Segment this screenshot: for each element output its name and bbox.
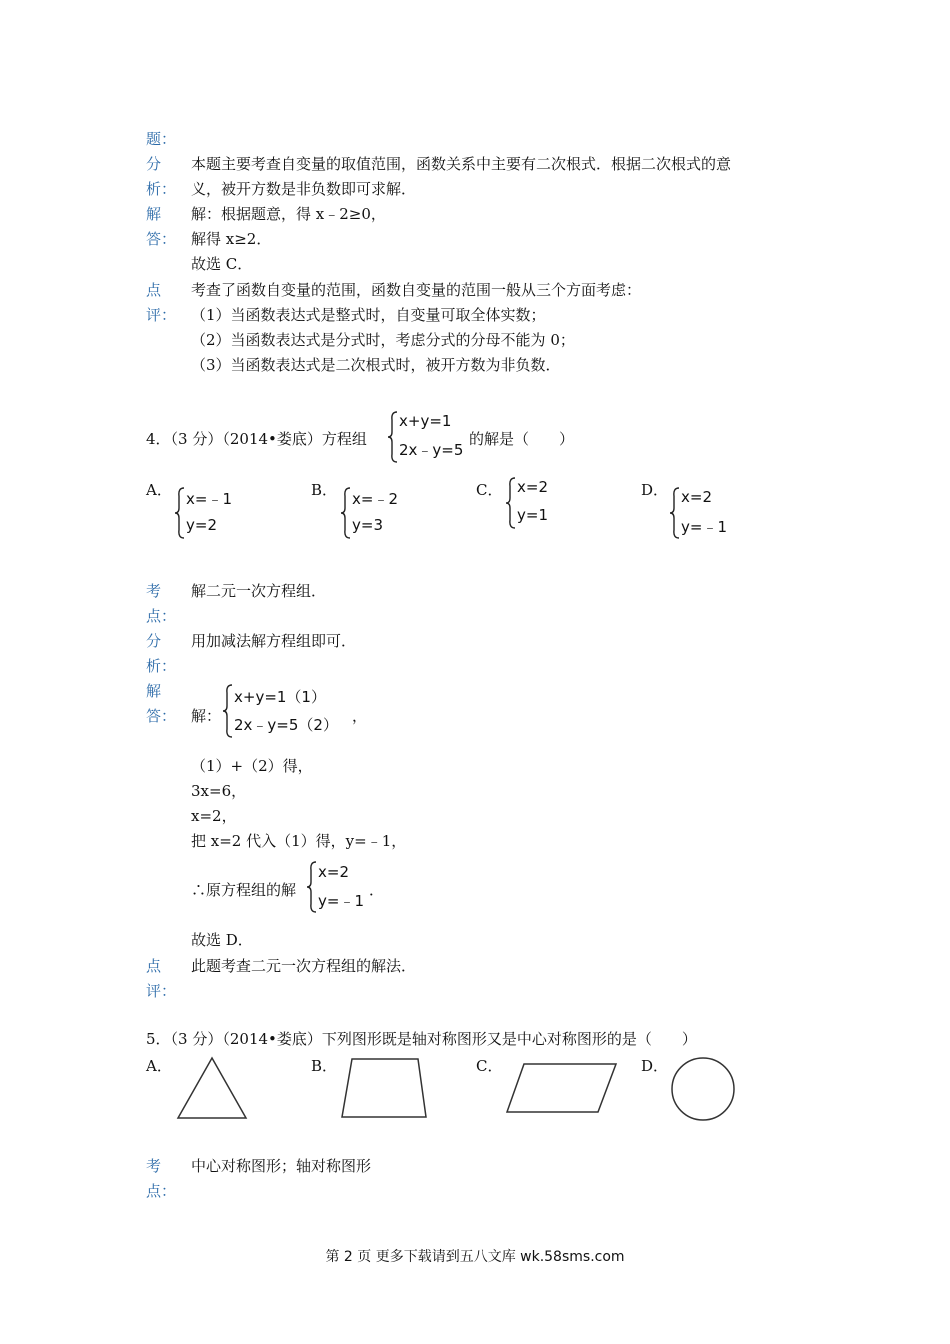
q4-step6: 故选 D． <box>191 931 253 949</box>
label-fenxi-1: 分 <box>146 155 162 173</box>
q4-solution-system <box>306 860 374 914</box>
q4-step5-prefix: ∴原方程组的解 <box>191 881 297 899</box>
q4-label-kaodian-1: 考 <box>146 582 162 600</box>
label-jieda-1: 解 <box>146 205 162 223</box>
q3-jieda-line1: 解：根据题意，得 x﹣2≥0， <box>191 205 386 223</box>
q5-option-d-circle[interactable] <box>669 1055 739 1123</box>
q4-dianping-text: 此题考查二元一次方程组的解法． <box>191 957 417 975</box>
label-dianping-2: 评： <box>146 306 177 324</box>
q4-option-c[interactable] <box>505 476 565 530</box>
q4-label-dianping-1: 点 <box>146 957 162 975</box>
q4-label-fenxi-2: 析： <box>146 657 177 675</box>
q4-jie-sys-line1: x+y=1（1） <box>234 688 326 706</box>
q3-fenxi-line2: 义，被开方数是非负数即可求解． <box>191 180 417 198</box>
q4-option-a[interactable] <box>174 486 244 540</box>
q4-option-d[interactable] <box>669 486 744 540</box>
label-ti: 题： <box>146 130 177 148</box>
q4-equation-system <box>387 410 467 464</box>
q4-sys-line1: x+y=1 <box>399 412 452 430</box>
q3-dp-line1: 考查了函数自变量的范围，函数自变量的范围一般从三个方面考虑： <box>191 281 642 299</box>
q4-option-b[interactable] <box>340 486 410 540</box>
q5-option-d-letter: D． <box>641 1057 669 1075</box>
q4-label-kaodian-2: 点： <box>146 607 177 625</box>
q4-option-c-line2: y=1 <box>517 506 548 524</box>
q4-step5-line2: y=﹣1 <box>318 892 364 910</box>
brace-icon <box>669 486 681 540</box>
q4-step1: （1）+（2）得， <box>191 757 313 775</box>
q4-label-jieda-2: 答： <box>146 707 177 725</box>
q4-option-a-letter: A． <box>146 481 172 499</box>
q4-option-b-line1: x=﹣2 <box>352 490 398 508</box>
q4-step4: 把 x=2 代入（1）得，y=﹣1， <box>191 832 407 850</box>
q4-step5-suffix: ． <box>369 881 385 899</box>
q5-option-c-letter: C． <box>476 1057 503 1075</box>
q4-step5-line1: x=2 <box>318 863 349 881</box>
brace-icon <box>222 683 234 739</box>
q4-jie-system <box>222 683 352 739</box>
q4-option-d-letter: D． <box>641 481 669 499</box>
q3-dp-line2: （1）当函数表达式是整式时，自变量可取全体实数； <box>191 306 546 324</box>
brace-icon <box>387 410 399 464</box>
q5-option-b-trapezoid[interactable] <box>338 1055 430 1121</box>
label-fenxi-2: 析： <box>146 180 177 198</box>
q4-option-a-line2: y=2 <box>186 516 217 534</box>
q4-option-c-line1: x=2 <box>517 478 548 496</box>
label-dianping-1: 点 <box>146 281 162 299</box>
q4-label-jieda-1: 解 <box>146 682 162 700</box>
q5-label-kaodian-2: 点： <box>146 1182 177 1200</box>
q4-option-b-letter: B． <box>311 481 338 499</box>
q4-step2: 3x=6， <box>191 782 247 800</box>
q4-jie-suffix: ， <box>352 707 368 725</box>
q3-dp-line3: （2）当函数表达式是分式时，考虑分式的分母不能为 0； <box>191 331 575 349</box>
q3-dp-line4: （3）当函数表达式是二次根式时，被开方数为非负数． <box>191 356 561 374</box>
q4-option-b-line2: y=3 <box>352 516 383 534</box>
q4-option-d-line1: x=2 <box>681 488 712 506</box>
q4-option-d-line2: y=﹣1 <box>681 518 727 536</box>
q5-option-a-triangle[interactable] <box>174 1055 250 1121</box>
q5-option-b-letter: B． <box>311 1057 338 1075</box>
q3-jieda-line3: 故选 C． <box>191 255 253 273</box>
q4-step3: x=2， <box>191 807 237 825</box>
q5-label-kaodian-1: 考 <box>146 1157 162 1175</box>
brace-icon <box>505 476 517 530</box>
q4-jie-prefix: 解： <box>191 707 222 725</box>
page-footer: 第 2 页 更多下载请到五八文库 wk.58sms.com <box>325 1249 625 1265</box>
q4-label-dianping-2: 评： <box>146 982 177 1000</box>
q4-label-fenxi-1: 分 <box>146 632 162 650</box>
q4-kaodian-text: 解二元一次方程组． <box>191 582 327 600</box>
label-jieda-2: 答： <box>146 230 177 248</box>
brace-icon <box>306 860 318 914</box>
q5-option-a-letter: A． <box>146 1057 172 1075</box>
brace-icon <box>340 486 352 540</box>
q5-option-c-parallelogram[interactable] <box>504 1060 620 1118</box>
q3-jieda-line2: 解得 x≥2． <box>191 230 272 248</box>
q4-sys-line2: 2x﹣y=5 <box>399 441 464 459</box>
q4-option-c-letter: C． <box>476 481 503 499</box>
q4-stem-after: 的解是（ ） <box>469 430 575 448</box>
q4-fenxi-text: 用加减法解方程组即可． <box>191 632 357 650</box>
q4-stem-before: 4．（3 分）（2014•娄底）方程组 <box>146 430 367 448</box>
q4-jie-sys-line2: 2x﹣y=5（2） <box>234 716 338 734</box>
q3-fenxi-line1: 本题主要考查自变量的取值范围，函数关系中主要有二次根式．根据二次根式的意 <box>191 155 732 173</box>
brace-icon <box>174 486 186 540</box>
q5-kaodian-text: 中心对称图形；轴对称图形 <box>191 1157 372 1175</box>
q5-stem: 5．（3 分）（2014•娄底）下列图形既是轴对称图形又是中心对称图形的是（ ） <box>146 1030 697 1048</box>
q4-option-a-line1: x=﹣1 <box>186 490 232 508</box>
